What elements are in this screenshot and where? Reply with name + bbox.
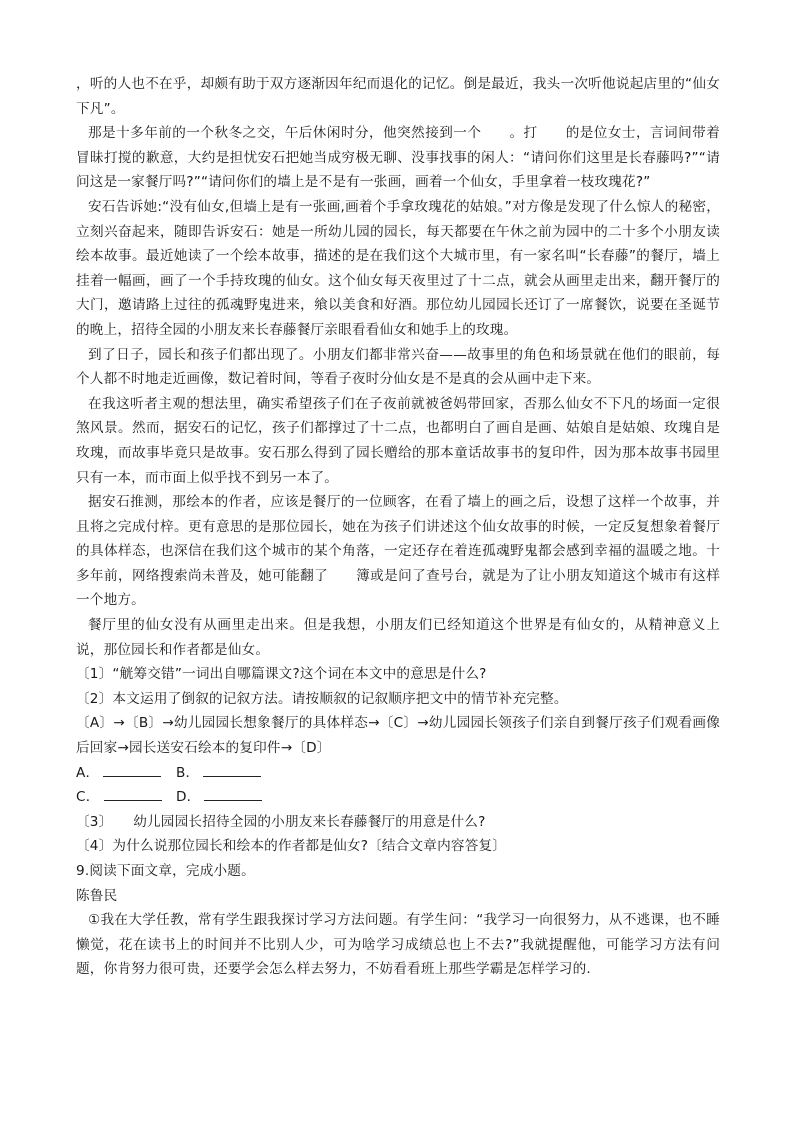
paragraph: 到了日子，园长和孩子们都出现了。小朋友们都非常兴奋——故事里的角色和场景就在他们的眼前，每个人都不时地走近画像，数记着时间，等看子夜时分仙女是不是真的会从画中走下来。 [76,346,720,388]
option-b [176,761,276,786]
paragraph: ，听的人也不在乎，却颇有助于双方逐渐因年纪而退化的记忆。倒是最近，我头一次听他说起店里的“仙女下凡”。 [76,76,720,117]
paragraph: ①我在大学任教，常有学生跟我探讨学习方法问题。有学生问：“我学习一向很努力，从不逃课，也不睡懒觉，花在读书上的时间并不比别人少，可为啥学习成绩总也上不去?”我就提醒他，可能学习方法有问题，你肯努力很可贵，还要学会怎么样去努力，不妨看看班上那些学霸是怎样学习的. [76,912,720,978]
paragraph: 安石告诉她:“没有仙女,但墙上是有一张画,画着个手拿玫瑰花的姑娘。”对方像是发现了什么惊人的秘密，立刻兴奋起来，随即告诉安石：她是一所幼儿园的园长，每天都要在午休之前为园中的二十多个小朋友读绘本故事。最近她读了一个绘本故事，描述的是在我们这个大城市里，有一家名叫“长春藤”的餐厅，墙上挂着一幅画，画了一个手持玫瑰的仙女。这个仙女每天夜里过了十二点，就会从画里走出来，翻开餐厅的大门，邀请路上过往的孤魂野鬼进来，飨以美食和好酒。那位幼儿园园长还订了一席餐饮，说要在圣诞节的晚上，招待全园的小朋友来长春藤餐厅亲眼看看仙女和她手上的玫瑰。 [76,198,720,338]
question-1: 〔1〕“觥筹交错”一词出自哪篇课文?这个词在本文中的意思是什么? [76,666,487,683]
question-4: 〔4〕为什么说那位园长和绘本的作者都是仙女?〔结合文章内容答复〕 [76,838,507,855]
paragraph: 餐厅里的仙女没有从画里走出来。但是我想，小朋友们已经知道这个世界是有仙女的，从精神意义上说，那位园长和作者都是仙女。 [76,617,720,658]
answer-options-row-1 [76,761,720,786]
question-3: 〔3〕 幼儿园园长招待全园的小朋友来长春藤餐厅的用意是什么? [76,813,486,830]
option-b-label: B． [176,764,200,781]
answer-blank-b[interactable] [203,761,261,777]
answer-blank-a[interactable] [103,761,161,777]
question-2-sequence: 〔A〕→〔B〕→幼儿园园长想象餐厅的具体样态→〔C〕→幼儿园园长领孩子们亲自到餐厅孩子们观看画像后回家→园长送安石绘本的复印件→〔D〕 [76,715,720,757]
reading-content [76,72,720,982]
option-d-label: D． [176,789,201,806]
answer-blank-d[interactable] [204,785,262,801]
option-a-label: A． [76,764,100,781]
answer-options-row-2 [76,785,720,810]
author-name: 陈鲁民 [76,887,118,904]
section-9-intro: 9.阅读下面文章，完成小题。 [76,863,255,879]
answer-blank-c[interactable] [104,785,162,801]
option-d [176,785,276,810]
option-c [76,785,176,810]
paragraph: 据安石推测，那绘本的作者，应该是餐厅的一位顾客，在看了墙上的画之后，设想了这样一个故事，并且将之完成付梓。更有意思的是那位园长，她在为孩子们讲述这个仙女故事的时候，一定反复想象着餐厅的具体样态，也深信在我们这个城市的某个角落，一定还存在着连孤魂野鬼都会感到幸福的温暖之地。十多年前，网络搜索尚未普及，她可能翻了 簿或是问了查号台，就是为了让小朋友知道这个城市有这样一个地方。 [76,494,720,609]
question-2: 〔2〕本文运用了倒叙的记叙方法。请按顺叙的记叙顺序把文中的情节补充完整。 [76,690,568,707]
option-c-label: C． [76,789,100,806]
paragraph: 在我这听者主观的想法里，确实希望孩子们在子夜前就被爸妈带回家，否那么仙女不下凡的场面一定很煞风景。然而，据安石的记忆，孩子们都撑过了十二点，也都明白了画自是画、姑娘自是姑娘、玫瑰自是玫瑰，而故事毕竟只是故事。安石那么得到了园长赠给的那本童话故事书的复印件，因为那本故事书园里只有一本，而市面上似乎找不到另一本了。 [76,395,720,486]
option-a [76,761,176,786]
paragraph: 那是十多年前的一个秋冬之交，午后休闲时分，他突然接到一个 。打 的是位女士，言词间带着冒昧打搅的歉意，大约是担忧安石把她当成穷极无聊、没事找事的闲人：“请问你们这里是长春藤吗?”“请问这是一家餐厅吗?”“请问你们的墙上是不是有一张画，画着一个仙女，手里拿着一枝玫瑰花?” [76,125,720,191]
